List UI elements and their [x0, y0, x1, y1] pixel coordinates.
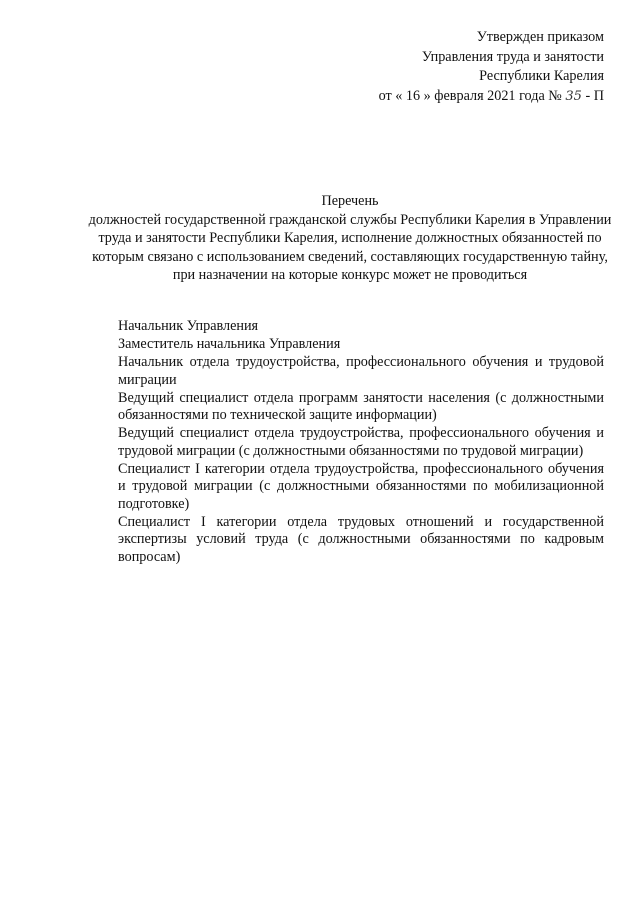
approval-line-3: Республики Карелия [479, 68, 604, 84]
position-item: Начальник Управления [118, 318, 259, 334]
document-title: Перечень [321, 193, 379, 209]
position-item: Специалист I категории отдела трудовых отношений и государственной экспертизы условий труда (с должностными обязанностями по кадровым вопросам) [118, 513, 604, 565]
position-item: Ведущий специалист отдела программ занятости населения (с должностными обязанностями по технической защите информации) [118, 389, 604, 423]
order-number-suffix: - П [581, 87, 604, 104]
document-subtitle: должностей государственной гражданской службы Республики Карелия в Управлении труда и занятости Республики Карелия, исполнение должностных обязанностей по которым связано с использованием сведений, составляющих государственную тайну, при назначении на которые конкурс может не проводиться [88, 211, 612, 283]
approval-date: от « 16 » февраля 2021 года № [378, 87, 566, 104]
positions-list [118, 318, 604, 567]
approval-line-4 [379, 87, 604, 107]
order-number-handwritten: 35 [565, 88, 582, 104]
position-item: Ведущий специалист отдела трудоустройства, профессионального обучения и трудовой миграции (с должностными обязанностями по трудовой миграции) [118, 425, 604, 459]
approval-line-1: Утвержден приказом [476, 29, 604, 45]
approval-line-2: Управления труда и занятости [421, 48, 604, 65]
document-heading [80, 192, 620, 285]
position-item: Специалист I категории отдела трудоустройства, профессионального обучения и трудовой миграции (с должностными обязанностями по мобилизационной подготовке) [118, 460, 604, 512]
approval-block [379, 28, 604, 106]
position-item: Заместитель начальника Управления [118, 336, 341, 352]
position-item: Начальник отдела трудоустройства, профессионального обучения и трудовой миграции [118, 354, 604, 388]
